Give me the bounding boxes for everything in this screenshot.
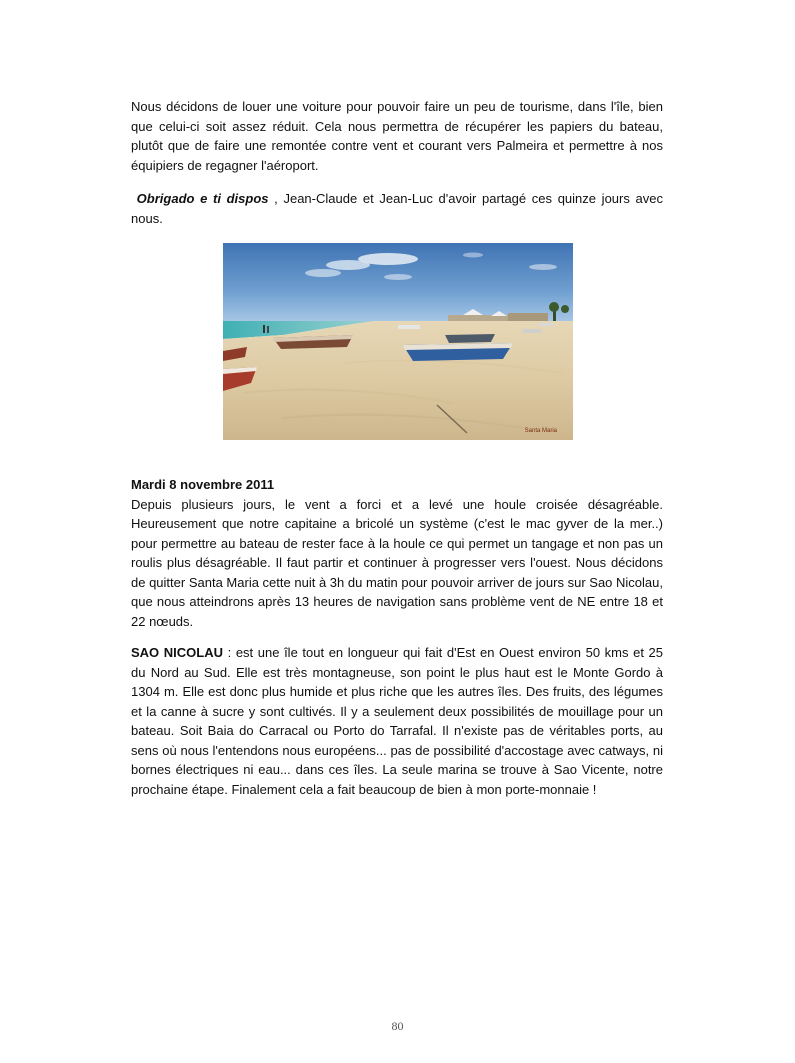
island-description: : est une île tout en longueur qui fait d'Est en Ouest environ 50 kms et 25 du Nord au Sud. Elle est très montagneuse, son point le plus haut est le Monte Gordo à 1304 m. Elle est donc plus humide et plus riche que les autres îles. Des fruits, des légumes et la canne à sucre y sont cultivés. Il y a seulement deux possibilités de mouillage pour un bateau. Soit Baia do Carracal ou Porto do Tarrafal. Il n'existe pas de véritables ports, au sens où nous l'entendons nous européens... pas de possibilité d'accostage avec catways, ni bornes électriques ni eau... dans ces îles. La seule marina se trouve à Sao Vicente, notre prochaine étape. Finalement cela a fait beaucoup de bien à mon porte-monnaie ! [131,645,663,797]
paragraph-car-rental [131,97,663,175]
beach-photo [223,243,573,440]
island-name-label: SAO NICOLAU [131,645,223,660]
paragraph-thanks [131,189,663,228]
thanks-phrase: Obrigado e ti dispos [136,191,269,206]
paragraph-text: Nous décidons de louer une voiture pour pouvoir faire un peu de tourisme, dans l'île, bien que celui-ci soit assez réduit. Cela nous permettra de récupérer les papiers du bateau, plutôt que de faire une remontée contre vent et courant vers Palmeira et permettre à nos équipiers de regagner l'aéroport. [131,99,663,173]
entry-text: Depuis plusieurs jours, le vent a forci et a levé une houle croisée désagréable. Heureusement que notre capitaine a bricolé un système (c'est le mac gyver de la mer..) pour permettre au bateau de rester face à la houle ce qui permet un tangage et non pas un roulis plus désagréable. Il faut partir et continuer à progresser vers l'ouest. Nous décidons de quitter Santa Maria cette nuit à 3h du matin pour pouvoir arriver de jours sur Sao Nicolau, que nous atteindrons après 13 heures de navigation sans problème vent de NE entre 18 et 22 nœuds. [131,496,663,629]
thanks-text: , Jean-Claude et Jean-Luc d'avoir partagé ces quinze jours avec nous. [131,191,663,226]
page-number: 80 [391,1019,404,1033]
photo-caption: Santa Maria [524,428,557,434]
entry-date-heading: Mardi 8 novembre 2011 [131,477,275,492]
paragraph-sao-nicolau [131,643,663,799]
paragraph-journal-entry [131,475,663,631]
beach-photo-illustration [223,243,573,440]
